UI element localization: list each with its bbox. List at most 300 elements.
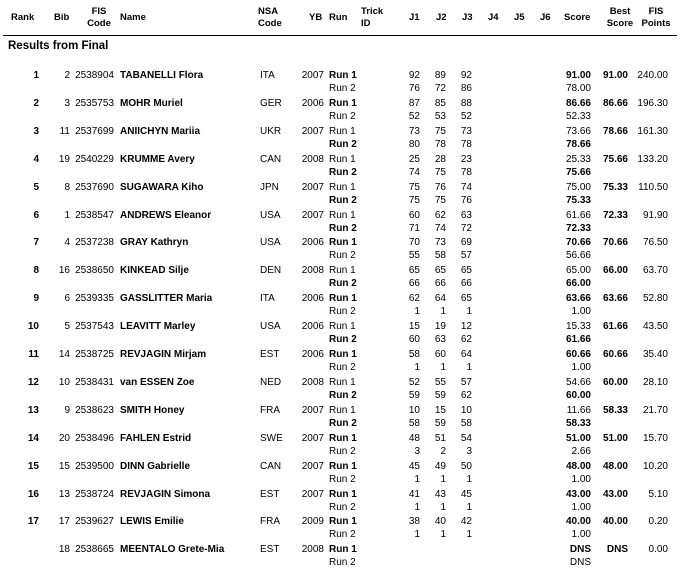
cell-j1: 52	[408, 376, 420, 388]
cell-name: SMITH Honey	[120, 404, 185, 416]
cell-j3: 92	[460, 70, 472, 81]
cell-run-label: Run 2	[329, 306, 356, 318]
cell-fis-code: 2535753	[75, 97, 114, 109]
cell-score: 58.33	[565, 417, 591, 429]
cell-j1: 55	[408, 250, 420, 262]
cell-nsa: EST	[260, 349, 280, 360]
cell-score: 1.00	[571, 501, 591, 513]
section-title: Results from Final	[8, 40, 109, 52]
cell-j1: 1	[414, 529, 420, 541]
cell-nsa: EST	[260, 544, 280, 556]
cell-best-score: 48.00	[602, 460, 628, 472]
cell-run-label: Run 2	[329, 110, 356, 122]
cell-fis-code: 2539500	[75, 460, 114, 472]
cell-fis-points: 91.90	[642, 209, 668, 221]
cell-j3: 57	[460, 250, 472, 262]
cell-run-label: Run 1	[329, 516, 357, 528]
cell-run-label: Run 2	[329, 417, 357, 429]
cell-rank: 7	[33, 237, 39, 249]
cell-j3: 64	[460, 349, 472, 360]
cell-rank: 13	[27, 404, 39, 416]
cell-yb: 2008	[301, 544, 324, 556]
cell-j1: 38	[408, 516, 420, 528]
cell-j2: 1	[440, 362, 446, 373]
cell-yb: 2008	[301, 153, 324, 165]
cell-score: 65.00	[565, 265, 591, 277]
cell-yb: 2008	[301, 265, 324, 277]
cell-j3: 1	[466, 529, 472, 541]
cell-run-label: Run 2	[329, 389, 357, 401]
cell-best-score: 78.66	[602, 125, 628, 137]
cell-best-score: 75.33	[602, 181, 628, 193]
cell-yb: 2006	[301, 321, 324, 333]
cell-fis-code: 2537699	[75, 125, 114, 137]
cell-bib: 18	[58, 544, 70, 556]
cell-j2: 51	[434, 432, 446, 444]
cell-fis-code: 2538904	[75, 70, 114, 81]
cell-bib: 6	[64, 293, 70, 305]
cell-run-label: Run 1	[329, 237, 357, 249]
cell-rank: 12	[27, 376, 39, 388]
cell-fis-points: 21.70	[642, 404, 668, 416]
cell-score: 61.66	[565, 209, 591, 221]
cell-score: 1.00	[571, 362, 591, 373]
cell-fis-points: 133.20	[637, 153, 668, 165]
cell-yb: 2007	[301, 404, 324, 416]
cell-run-label: Run 1	[329, 181, 356, 193]
cell-fis-code: 2537690	[75, 181, 114, 193]
cell-name: GRAY Kathryn	[120, 237, 189, 249]
cell-j2: 15	[434, 404, 446, 416]
cell-score: 11.66	[566, 404, 591, 416]
cell-fis-code: 2538650	[75, 265, 114, 277]
table-row	[0, 543, 680, 571]
cell-run-label: Run 1	[329, 97, 357, 109]
cell-best-score: 72.33	[602, 209, 628, 221]
cell-j1: 3	[414, 445, 420, 457]
cell-nsa: NED	[260, 376, 282, 388]
cell-score: 1.00	[571, 529, 591, 541]
cell-yb: 2007	[301, 488, 324, 500]
cell-bib: 16	[58, 265, 70, 277]
cell-run-label: Run 2	[329, 557, 356, 569]
cell-run-label: Run 2	[329, 250, 356, 262]
cell-best-score: 60.00	[602, 376, 628, 388]
cell-rank: 4	[33, 153, 39, 165]
cell-rank: 16	[27, 488, 39, 500]
cell-score: 60.00	[565, 389, 591, 401]
cell-nsa: CAN	[260, 460, 282, 472]
cell-j1: 59	[408, 389, 420, 401]
table-row	[0, 488, 680, 516]
cell-j1: 62	[408, 293, 420, 305]
cell-score: 1.00	[571, 306, 591, 318]
cell-name: TABANELLI Flora	[120, 70, 204, 81]
cell-j1: 76	[408, 83, 420, 94]
cell-j2: 63	[434, 334, 446, 346]
cell-j2: 1	[440, 306, 446, 318]
cell-best-score: 58.33	[602, 404, 628, 416]
table-row	[0, 125, 680, 153]
cell-name: GASSLITTER Maria	[120, 293, 213, 305]
cell-run-label: Run 2	[329, 278, 357, 290]
cell-rank: 8	[33, 265, 39, 277]
table-row	[0, 404, 680, 432]
cell-run-label: Run 2	[329, 473, 356, 485]
cell-name: SUGAWARA Kiho	[120, 181, 204, 193]
cell-score: 1.00	[571, 473, 591, 485]
table-row	[0, 376, 680, 404]
cell-fis-points: 15.70	[642, 432, 668, 444]
cell-run-label: Run 1	[329, 544, 357, 556]
cell-fis-points: 52.80	[642, 293, 668, 305]
cell-nsa: SWE	[260, 432, 283, 444]
cell-j2: 64	[434, 293, 446, 305]
cell-j2: 59	[434, 389, 446, 401]
cell-bib: 9	[64, 404, 70, 416]
cell-score: 73.66	[565, 125, 591, 137]
header-j4: J4	[488, 12, 499, 23]
cell-j1: 45	[408, 460, 420, 472]
cell-j1: 52	[408, 110, 420, 122]
cell-score: 60.66	[565, 349, 591, 360]
cell-run-label: Run 1	[329, 432, 357, 444]
cell-fis-points: 110.50	[638, 181, 668, 193]
cell-fis-points: 35.40	[642, 349, 668, 360]
cell-j2: 43	[434, 488, 446, 500]
cell-j3: 54	[460, 432, 472, 444]
cell-score: DNS	[569, 557, 591, 569]
cell-fis-code: 2540229	[75, 153, 114, 165]
cell-bib: 1	[64, 209, 70, 221]
cell-run-label: Run 1	[329, 404, 356, 416]
cell-run-label: Run 2	[329, 166, 357, 178]
cell-j1: 15	[408, 321, 420, 333]
cell-yb: 2007	[301, 432, 324, 444]
cell-j3: 63	[460, 209, 472, 221]
cell-score: 70.66	[565, 237, 591, 249]
cell-bib: 20	[58, 432, 70, 444]
cell-nsa: CAN	[260, 153, 282, 165]
cell-rank: 6	[33, 209, 39, 221]
cell-j1: 75	[408, 181, 420, 193]
cell-fis-points: 5.10	[648, 488, 668, 500]
cell-fis-code: 2537543	[75, 321, 114, 333]
cell-score: 48.00	[565, 460, 591, 472]
cell-j2: 1	[440, 501, 446, 513]
cell-bib: 15	[58, 460, 70, 472]
cell-run-label: Run 2	[329, 83, 356, 94]
cell-nsa: FRA	[260, 516, 280, 528]
header-j1: J1	[409, 12, 420, 23]
cell-nsa: JPN	[260, 181, 279, 193]
cell-j3: 58	[460, 417, 472, 429]
cell-bib: 17	[58, 516, 70, 528]
cell-name: KRUMME Avery	[120, 153, 195, 165]
cell-yb: 2006	[301, 97, 324, 109]
cell-j3: 12	[460, 321, 472, 333]
cell-nsa: ITA	[260, 293, 275, 305]
cell-run-label: Run 2	[329, 529, 356, 541]
cell-fis-points: 0.20	[648, 516, 668, 528]
cell-run-label: Run 2	[329, 445, 356, 457]
cell-fis-points: 161.30	[637, 125, 668, 137]
cell-j2: 78	[434, 138, 446, 150]
cell-score: 75.66	[565, 166, 591, 178]
header-run: Run	[329, 12, 348, 23]
header-best-score: Best Score	[606, 6, 634, 29]
cell-best-score: 61.66	[602, 321, 628, 333]
cell-nsa: GER	[260, 97, 282, 109]
cell-run-label: Run 1	[329, 153, 356, 165]
cell-j1: 74	[408, 166, 420, 178]
cell-score: 54.66	[565, 376, 591, 388]
table-row	[0, 292, 680, 320]
cell-run-label: Run 1	[329, 293, 357, 305]
cell-j1: 41	[408, 488, 420, 500]
header-nsa-code: NSA Code	[258, 6, 282, 29]
cell-j3: 23	[460, 153, 472, 165]
cell-j1: 65	[408, 265, 420, 277]
cell-j2: 60	[434, 349, 446, 360]
cell-j3: 74	[460, 181, 472, 193]
cell-score: 15.33	[565, 321, 591, 333]
cell-j2: 85	[434, 97, 446, 109]
cell-bib: 11	[59, 125, 70, 137]
cell-score: 91.00	[565, 70, 591, 81]
header-j6: J6	[540, 12, 551, 23]
cell-nsa: USA	[260, 209, 281, 221]
cell-j2: 40	[434, 516, 446, 528]
table-header	[0, 0, 680, 36]
cell-score: DNS	[569, 544, 591, 556]
cell-best-score: 60.66	[602, 349, 628, 360]
cell-j3: 72	[460, 222, 472, 234]
cell-run-label: Run 2	[329, 334, 357, 346]
cell-run-label: Run 1	[329, 460, 357, 472]
cell-j1: 1	[414, 362, 420, 373]
cell-yb: 2007	[301, 209, 324, 221]
cell-j3: 3	[466, 445, 472, 457]
cell-nsa: FRA	[260, 404, 280, 416]
cell-nsa: ITA	[260, 70, 275, 81]
cell-nsa: DEN	[260, 265, 282, 277]
cell-fis-points: 43.50	[642, 321, 668, 333]
cell-j3: 78	[460, 138, 472, 150]
cell-run-label: Run 1	[329, 488, 357, 500]
cell-yb: 2007	[301, 181, 324, 193]
cell-j1: 1	[414, 306, 420, 318]
cell-name: REVJAGIN Mirjam	[120, 349, 207, 360]
cell-score: 52.33	[565, 110, 591, 122]
cell-score: 51.00	[565, 432, 591, 444]
cell-j3: 78	[460, 166, 472, 178]
cell-score: 66.00	[565, 278, 591, 290]
cell-bib: 5	[64, 321, 70, 333]
cell-j3: 1	[466, 501, 472, 513]
cell-run-label: Run 1	[329, 321, 356, 333]
table-row	[0, 460, 680, 488]
header-fis-code: FIS Code	[87, 6, 111, 29]
cell-name: REVJAGIN Simona	[120, 488, 211, 500]
cell-score: 86.66	[565, 97, 591, 109]
cell-run-label: Run 2	[329, 362, 356, 373]
cell-j3: 1	[466, 362, 472, 373]
header-score: Score	[564, 12, 591, 23]
cell-j2: 62	[434, 209, 446, 221]
header-name: Name	[120, 12, 146, 23]
cell-j2: 49	[434, 460, 446, 472]
cell-score: 25.33	[565, 153, 591, 165]
cell-j2: 74	[434, 222, 446, 234]
cell-bib: 13	[58, 488, 70, 500]
header-divider	[3, 35, 677, 36]
cell-j1: 71	[408, 222, 420, 234]
cell-j2: 75	[434, 166, 446, 178]
table-row	[0, 264, 680, 292]
cell-score: 72.33	[565, 222, 591, 234]
cell-yb: 2006	[301, 237, 324, 249]
cell-run-label: Run 1	[329, 265, 356, 277]
cell-j3: 57	[460, 376, 472, 388]
cell-j3: 69	[460, 237, 472, 249]
cell-bib: 14	[58, 349, 70, 360]
cell-j3: 10	[460, 404, 472, 416]
cell-fis-code: 2538547	[75, 209, 114, 221]
cell-j3: 42	[460, 516, 472, 528]
cell-j1: 92	[408, 70, 420, 81]
table-row	[0, 69, 680, 97]
table-row	[0, 153, 680, 181]
header-j5: J5	[514, 12, 525, 23]
cell-run-label: Run 2	[329, 194, 357, 206]
cell-name: DINN Gabrielle	[120, 460, 191, 472]
table-row	[0, 236, 680, 264]
table-row	[0, 181, 680, 209]
cell-fis-code: 2538623	[75, 404, 114, 416]
cell-fis-points: 196.30	[637, 97, 668, 109]
cell-rank: 9	[33, 293, 39, 305]
cell-j1: 10	[408, 404, 420, 416]
cell-yb: 2007	[301, 125, 324, 137]
cell-fis-points: 63.70	[642, 265, 668, 277]
cell-best-score: 91.00	[602, 70, 628, 81]
cell-score: 61.66	[565, 334, 591, 346]
cell-j2: 28	[434, 153, 446, 165]
cell-yb: 2007	[301, 460, 324, 472]
cell-rank: 11	[28, 349, 39, 360]
header-fis-points: FIS Points	[641, 6, 671, 29]
cell-rank: 2	[33, 97, 39, 109]
cell-j3: 52	[460, 110, 472, 122]
cell-bib: 4	[64, 237, 70, 249]
cell-j1: 87	[408, 97, 420, 109]
cell-rank: 5	[33, 181, 39, 193]
cell-j1: 60	[408, 334, 420, 346]
cell-j2: 1	[440, 529, 446, 541]
cell-j3: 65	[460, 293, 472, 305]
cell-j1: 58	[408, 349, 420, 360]
cell-nsa: USA	[260, 237, 281, 249]
cell-score: 78.00	[565, 83, 591, 94]
table-row	[0, 320, 680, 348]
cell-name: FAHLEN Estrid	[120, 432, 192, 444]
cell-j2: 66	[434, 278, 446, 290]
cell-j1: 60	[408, 209, 420, 221]
cell-fis-code: 2538496	[75, 432, 114, 444]
cell-j2: 59	[434, 417, 446, 429]
cell-j2: 1	[440, 473, 446, 485]
cell-j3: 50	[460, 460, 472, 472]
cell-bib: 8	[64, 181, 70, 193]
header-bib: Bib	[54, 12, 70, 23]
cell-nsa: USA	[260, 321, 281, 333]
table-row	[0, 515, 680, 543]
cell-best-score: 70.66	[602, 237, 628, 249]
cell-score: 75.33	[565, 194, 591, 206]
cell-score: 75.00	[565, 181, 591, 193]
cell-nsa: EST	[260, 488, 280, 500]
cell-yb: 2007	[301, 70, 324, 81]
cell-j3: 86	[460, 83, 472, 94]
cell-j1: 1	[414, 501, 420, 513]
cell-j1: 1	[414, 473, 420, 485]
cell-fis-code: 2538665	[75, 544, 114, 556]
cell-fis-points: 0.00	[648, 544, 668, 556]
cell-run-label: Run 1	[329, 349, 357, 360]
table-row	[0, 348, 680, 376]
cell-run-label: Run 1	[329, 209, 356, 221]
cell-fis-code: 2538725	[75, 349, 114, 360]
cell-name: MOHR Muriel	[120, 97, 183, 109]
cell-fis-points: 10.20	[642, 460, 668, 472]
cell-j3: 88	[460, 97, 472, 109]
cell-fis-points: 240.00	[637, 70, 668, 81]
cell-j2: 73	[434, 237, 446, 249]
cell-j3: 1	[466, 473, 472, 485]
cell-score: 43.00	[565, 488, 591, 500]
cell-bib: 19	[58, 153, 70, 165]
cell-j2: 58	[434, 250, 446, 262]
cell-j1: 66	[408, 278, 420, 290]
header-yb: YB	[309, 12, 323, 23]
header-rank: Rank	[11, 12, 35, 23]
cell-j2: 19	[434, 321, 446, 333]
cell-rank: 3	[33, 125, 39, 137]
cell-j2: 55	[434, 376, 446, 388]
cell-run-label: Run 2	[329, 138, 357, 150]
cell-j2: 72	[434, 83, 446, 94]
cell-best-score: 75.66	[602, 153, 628, 165]
cell-fis-code: 2538724	[75, 488, 114, 500]
cell-run-label: Run 2	[329, 501, 356, 513]
cell-j3: 62	[460, 389, 472, 401]
cell-best-score: 40.00	[602, 516, 628, 528]
cell-j2: 89	[434, 70, 446, 81]
cell-bib: 10	[58, 376, 70, 388]
cell-name: ANDREWS Eleanor	[120, 209, 212, 221]
cell-j1: 25	[408, 153, 420, 165]
cell-yb: 2006	[301, 349, 324, 360]
cell-name: MEENTALO Grete-Mia	[120, 544, 225, 556]
cell-j1: 73	[408, 125, 420, 137]
cell-yb: 2009	[301, 516, 324, 528]
cell-fis-code: 2539627	[75, 516, 114, 528]
cell-yb: 2008	[301, 376, 324, 388]
cell-best-score: 43.00	[602, 488, 628, 500]
cell-run-label: Run 1	[329, 70, 357, 81]
cell-j3: 76	[460, 194, 472, 206]
